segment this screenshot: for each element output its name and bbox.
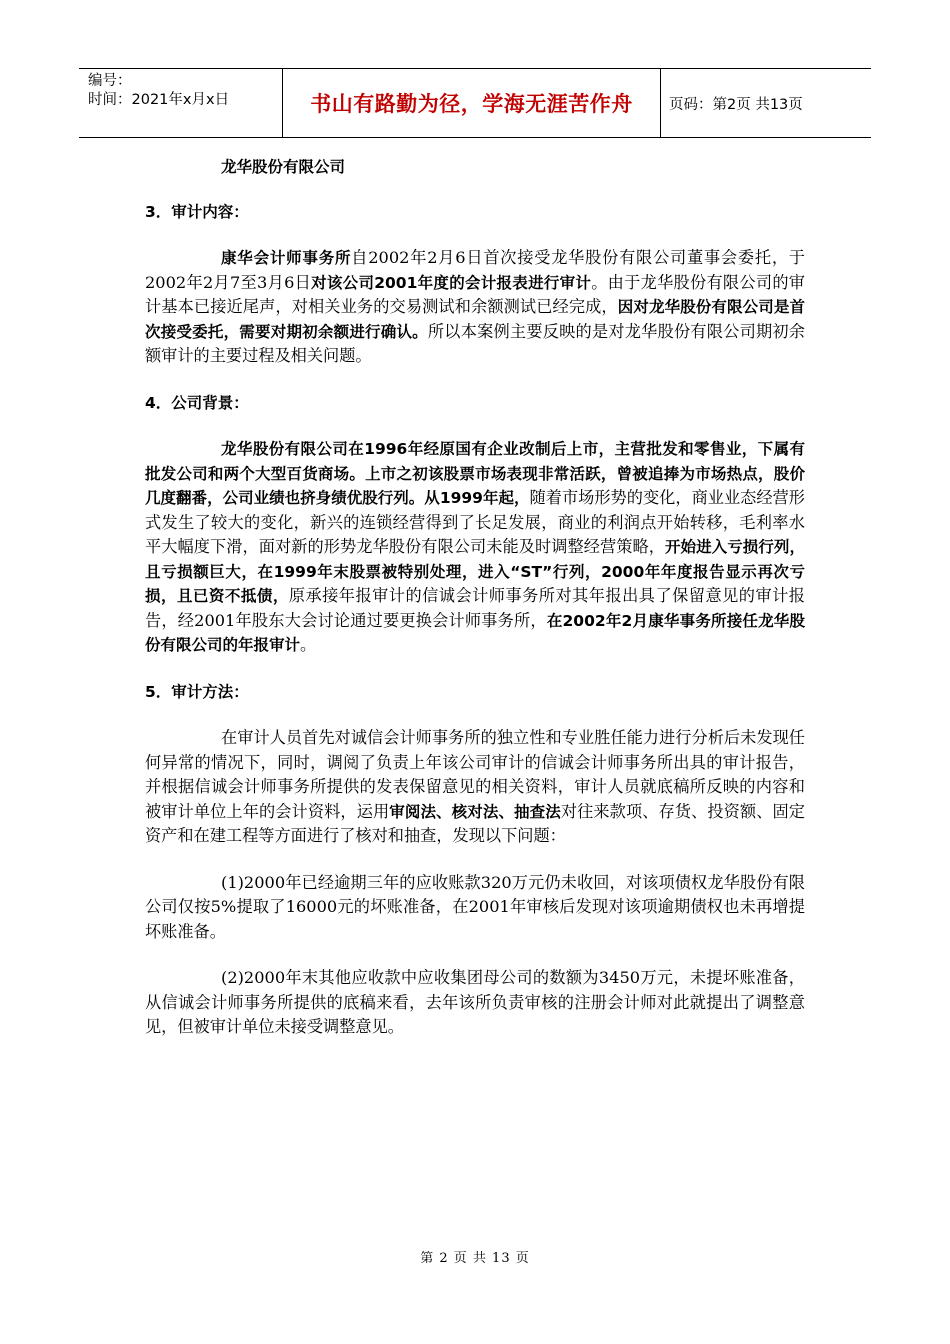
section-4-paragraph — [145, 437, 805, 658]
page-header — [79, 68, 871, 138]
bold-text: 龙华股份有限公司在1996年经原国有企业改制后上市，主营批发和零售业，下属有批发公司和两个大型百货商场。上市之初该股票市场表现非常活跃，曾被追捧为市场热点，股价几度翻番，公司业绩也挤身绩优股行列。从1999年起， — [145, 440, 805, 507]
body-text: 所以本案例主要反映的是对龙华股份有限公司期初余额审计的主要过程及相关问题。 — [145, 321, 805, 365]
finding-item-1: (1)2000年已经逾期三年的应收账款320万元仍未收回，对该项债权龙华股份有限公司仅按5%提取了16000元的坏账准备，在2001年审核后发现对该项逾期债权也未再增提坏账准备。 — [145, 872, 805, 941]
section-3-heading: 3．审计内容： — [145, 202, 249, 221]
bold-text: 开始进入亏损行列，且亏损额巨大，在1999年末股票被特别处理，进入“ST”行列，2000年年度报告显示再次亏损，且已资不抵债， — [145, 538, 805, 605]
section-3-paragraph — [145, 246, 805, 369]
header-meta — [79, 69, 282, 137]
header-page-label: 页码：第2页 共13页 — [669, 96, 803, 113]
document-number-label: 编号： — [88, 73, 132, 89]
bold-text: 审阅法、核对法、抽查法 — [389, 802, 561, 821]
bold-text: 康华会计师事务所 — [221, 249, 352, 267]
body-text: 自2002年2月6日首次接受龙华股份有限公司董事会委托，于2002年2月7至3月6日 — [145, 248, 805, 292]
finding-item-2: (2)2000年末其他应收款中应收集团母公司的数额为3450万元，未提坏账准备，从信诚会计师事务所提供的底稿来看，去年该所负责审核的注册会计师对此就提出了调整意见，但被审计单位未接受调整意见。 — [145, 968, 805, 1036]
bold-text: 对该公司2001年度的会计报表进行审计 — [311, 273, 592, 292]
document-body — [145, 155, 805, 1040]
section-5-heading: 5．审计方法： — [145, 682, 249, 701]
body-text: 。 — [300, 635, 317, 654]
header-motto: 书山有路勤为径，学海无涯苦作舟 — [282, 69, 661, 137]
body-text: 原承接年报审计的信诚会计师事务所对其年报出具了保留意见的审计报告，经2001年股东大会讨论通过要更换会计师事务所， — [145, 586, 805, 630]
body-text: 在审计人员首先对诚信会计师事务所的独立性和专业胜任能力进行分析后未发现任何异常的情况下，同时，调阅了负责上年该公司审计的信诚会计师事务所出具的审计报告，并根据信诚会计师事务所提供的发表保留意见的相关资料，审计人员就底稿所反映的内容和被审计单位上年的会计资料，运用 — [145, 728, 805, 821]
company-name-line: 龙华股份有限公司 — [221, 158, 346, 176]
body-text: 对往来款项、存货、投资额、固定资产和在建工程等方面进行了核对和抽查，发现以下问题： — [145, 801, 805, 845]
section-4-heading: 4．公司背景： — [145, 393, 249, 412]
body-text: 随着市场形势的变化，商业业态经营形式发生了较大的变化，新兴的连锁经营得到了长足发展，商业的利润点开始转移，毛利率水平大幅度下滑，面对新的形势龙华股份有限公司未能及时调整经营策略， — [145, 488, 805, 556]
bold-text: 因对龙华股份有限公司是首次接受委托，需要对期初余额进行确认。 — [145, 298, 805, 341]
body-text: 。由于龙华股份有限公司的审计基本已接近尾声，对相关业务的交易测试和余额测试已经完成， — [145, 272, 805, 316]
page-footer: 第 2 页 共 13 页 — [420, 1251, 530, 1266]
document-time-label: 时间：2021年x月x日 — [88, 92, 230, 108]
bold-text: 在2002年2月康华事务所接任龙华股份有限公司的年报审计 — [145, 611, 805, 654]
section-5-paragraph — [145, 726, 805, 849]
